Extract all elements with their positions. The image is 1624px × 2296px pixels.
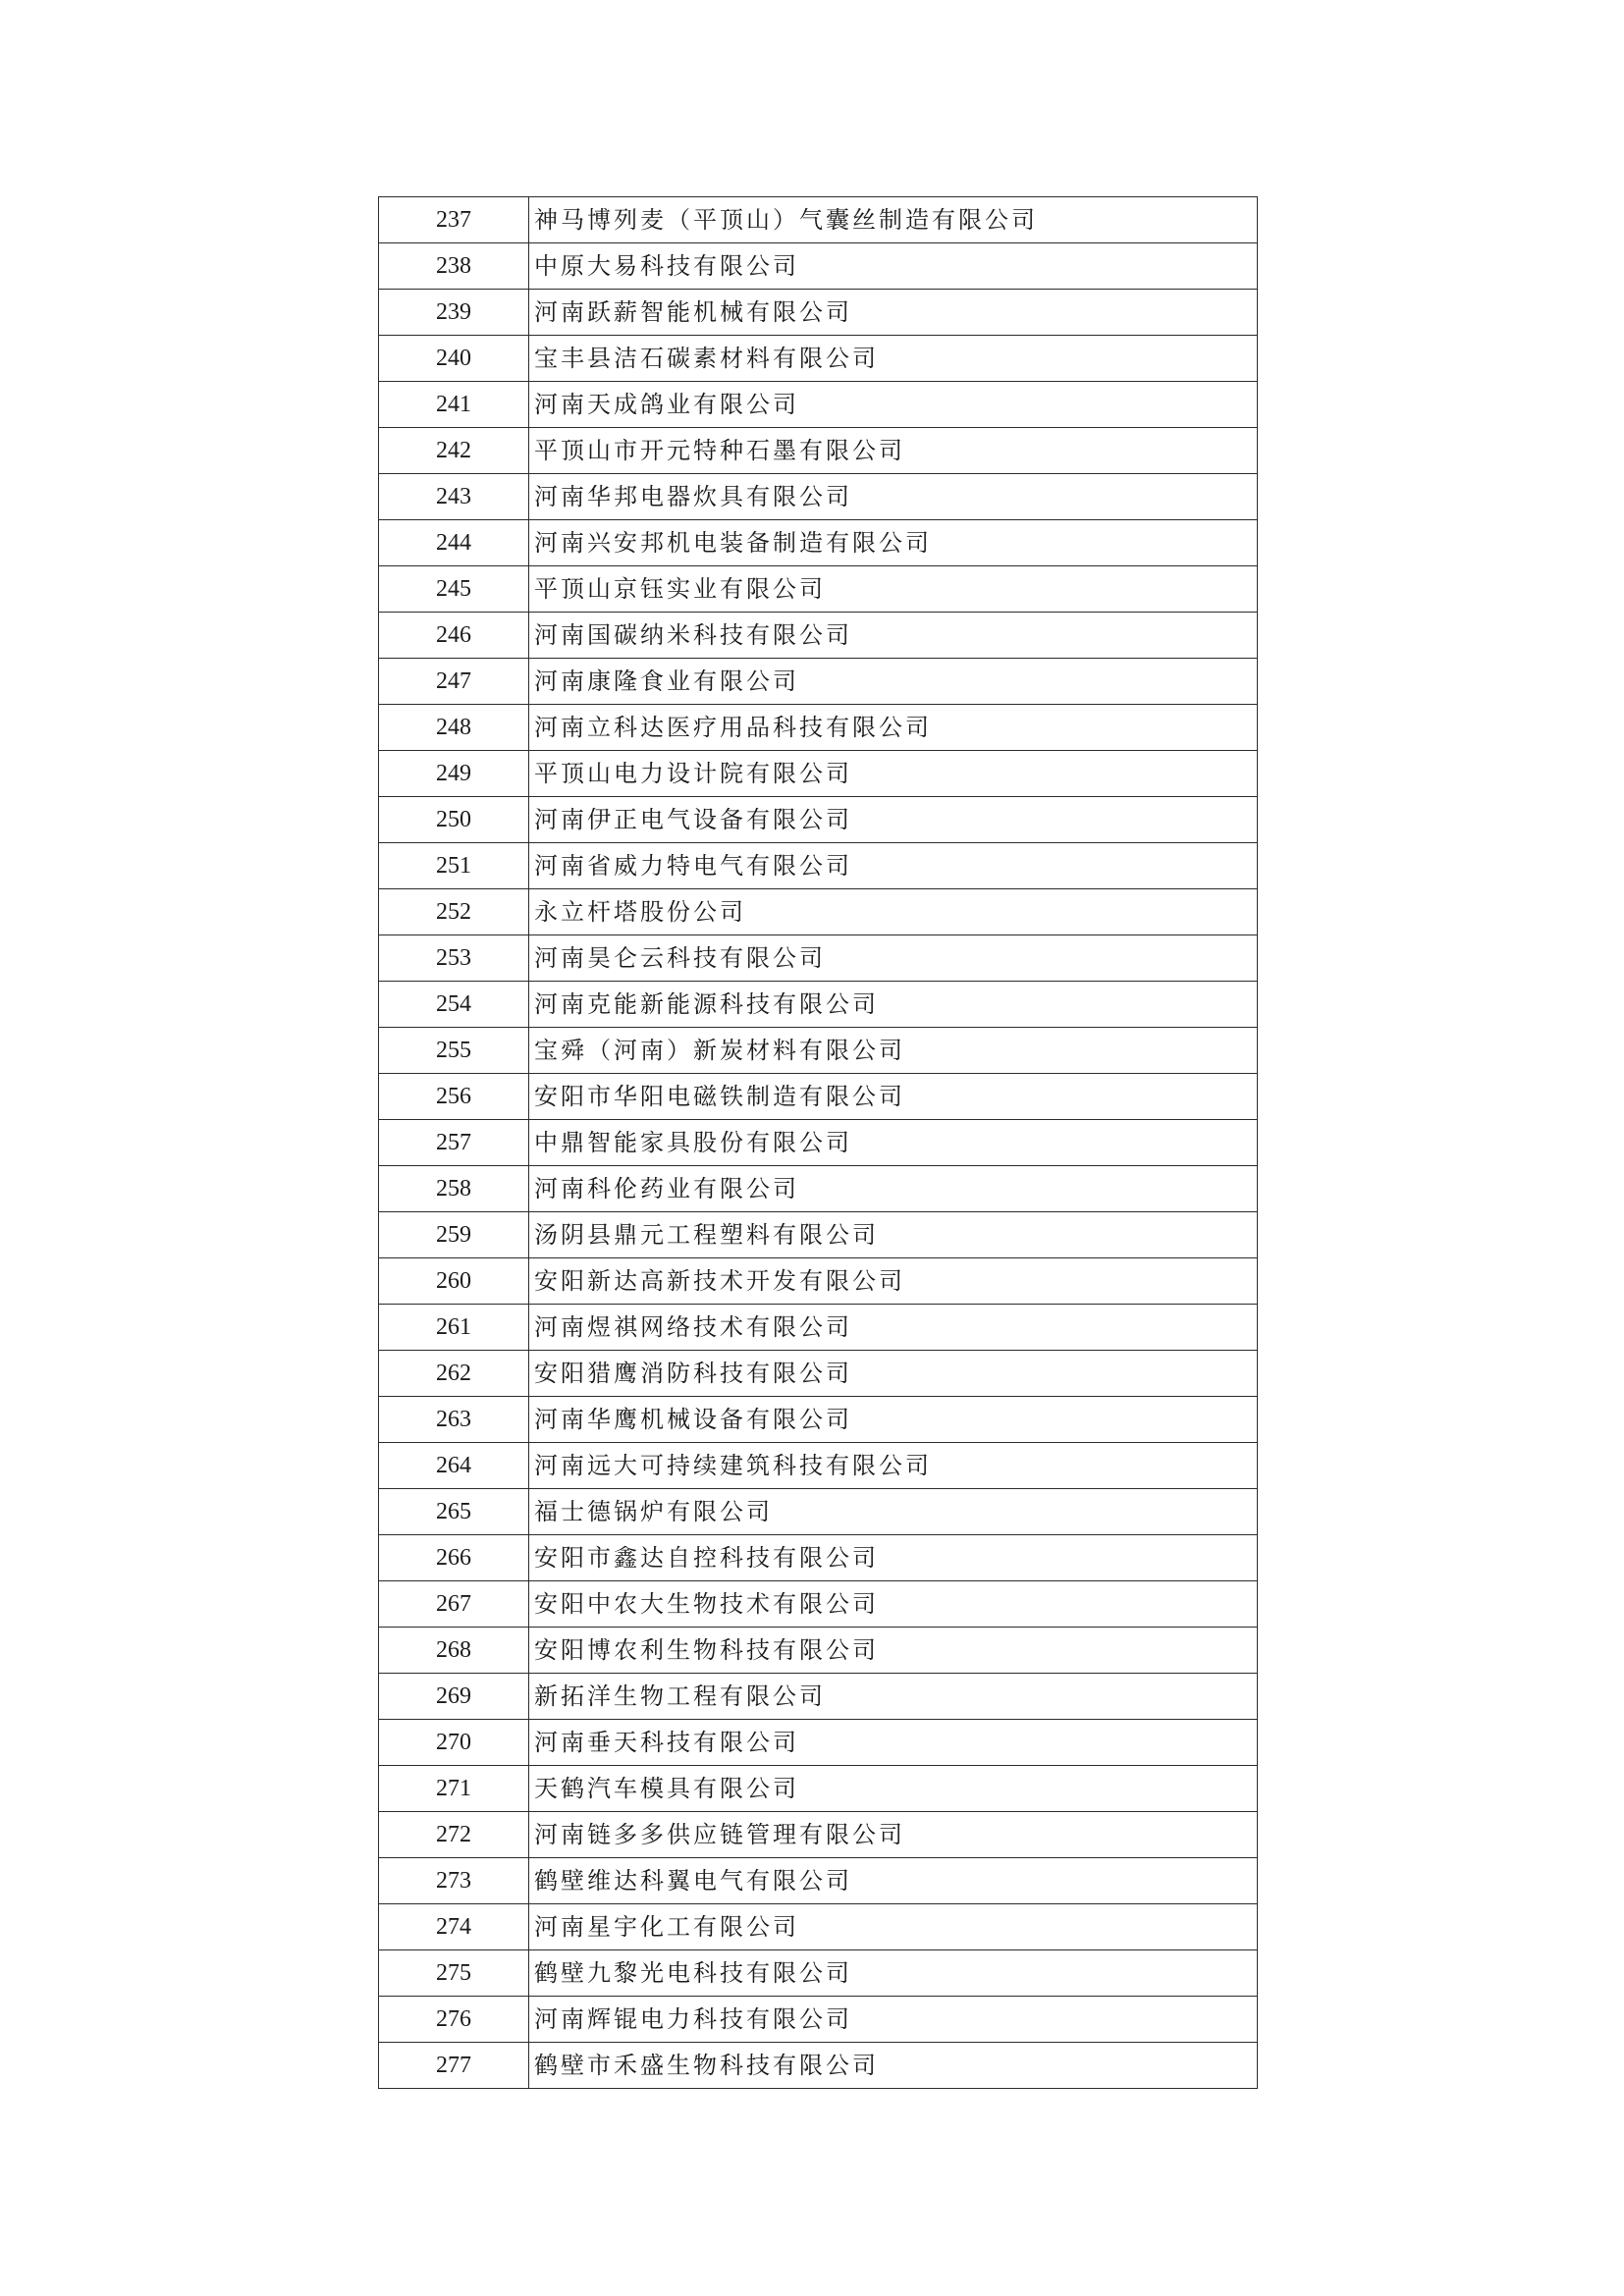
company-name-cell: 安阳市鑫达自控科技有限公司 [529, 1535, 1258, 1581]
company-name-cell: 河南克能新能源科技有限公司 [529, 982, 1258, 1028]
company-name-cell: 鹤壁九黎光电科技有限公司 [529, 1950, 1258, 1997]
company-name-cell: 平顶山京钰实业有限公司 [529, 566, 1258, 613]
company-name-cell: 宝丰县洁石碳素材料有限公司 [529, 336, 1258, 382]
row-number-cell: 258 [379, 1166, 529, 1212]
row-number-cell: 257 [379, 1120, 529, 1166]
company-name-cell: 安阳新达高新技术开发有限公司 [529, 1258, 1258, 1305]
row-number-cell: 255 [379, 1028, 529, 1074]
company-name-cell: 河南辉锟电力科技有限公司 [529, 1997, 1258, 2043]
row-number-cell: 272 [379, 1812, 529, 1858]
row-number-cell: 237 [379, 197, 529, 243]
company-name-cell: 中原大易科技有限公司 [529, 243, 1258, 290]
company-name-cell: 河南华邦电器炊具有限公司 [529, 474, 1258, 520]
company-name-cell: 河南昊仑云科技有限公司 [529, 935, 1258, 982]
table-row [379, 2043, 1258, 2089]
table-row [379, 520, 1258, 566]
table-row [379, 1581, 1258, 1628]
company-name-cell: 鹤壁市禾盛生物科技有限公司 [529, 2043, 1258, 2089]
company-name-cell: 河南科伦药业有限公司 [529, 1166, 1258, 1212]
company-name-cell: 河南远大可持续建筑科技有限公司 [529, 1443, 1258, 1489]
row-number-cell: 260 [379, 1258, 529, 1305]
row-number-cell: 252 [379, 889, 529, 935]
table-row [379, 705, 1258, 751]
row-number-cell: 253 [379, 935, 529, 982]
table-row [379, 1120, 1258, 1166]
row-number-cell: 277 [379, 2043, 529, 2089]
row-number-cell: 268 [379, 1628, 529, 1674]
table-row [379, 1443, 1258, 1489]
company-name-cell: 河南兴安邦机电装备制造有限公司 [529, 520, 1258, 566]
company-name-cell: 神马博列麦（平顶山）气囊丝制造有限公司 [529, 197, 1258, 243]
company-name-cell: 河南天成鸽业有限公司 [529, 382, 1258, 428]
table-row [379, 1305, 1258, 1351]
table-row [379, 1720, 1258, 1766]
table-row [379, 1212, 1258, 1258]
row-number-cell: 240 [379, 336, 529, 382]
row-number-cell: 270 [379, 1720, 529, 1766]
table-row [379, 935, 1258, 982]
row-number-cell: 267 [379, 1581, 529, 1628]
company-name-cell: 河南伊正电气设备有限公司 [529, 797, 1258, 843]
table-row [379, 1258, 1258, 1305]
table-body [379, 197, 1258, 2089]
row-number-cell: 273 [379, 1858, 529, 1904]
row-number-cell: 241 [379, 382, 529, 428]
company-name-cell: 河南省威力特电气有限公司 [529, 843, 1258, 889]
row-number-cell: 259 [379, 1212, 529, 1258]
row-number-cell: 265 [379, 1489, 529, 1535]
company-name-cell: 汤阴县鼎元工程塑料有限公司 [529, 1212, 1258, 1258]
table-row [379, 1074, 1258, 1120]
company-name-cell: 福士德锅炉有限公司 [529, 1489, 1258, 1535]
table-row [379, 474, 1258, 520]
table-row [379, 428, 1258, 474]
company-name-cell: 河南国碳纳米科技有限公司 [529, 613, 1258, 659]
company-name-cell: 中鼎智能家具股份有限公司 [529, 1120, 1258, 1166]
row-number-cell: 246 [379, 613, 529, 659]
row-number-cell: 256 [379, 1074, 529, 1120]
table-row [379, 566, 1258, 613]
table-row [379, 1674, 1258, 1720]
table-row [379, 1950, 1258, 1997]
row-number-cell: 250 [379, 797, 529, 843]
row-number-cell: 244 [379, 520, 529, 566]
company-name-cell: 平顶山市开元特种石墨有限公司 [529, 428, 1258, 474]
company-name-cell: 鹤壁维达科翼电气有限公司 [529, 1858, 1258, 1904]
table-row [379, 1628, 1258, 1674]
table-row [379, 243, 1258, 290]
row-number-cell: 248 [379, 705, 529, 751]
company-name-cell: 河南垂天科技有限公司 [529, 1720, 1258, 1766]
row-number-cell: 263 [379, 1397, 529, 1443]
company-name-cell: 新拓洋生物工程有限公司 [529, 1674, 1258, 1720]
row-number-cell: 271 [379, 1766, 529, 1812]
company-name-cell: 河南华鹰机械设备有限公司 [529, 1397, 1258, 1443]
row-number-cell: 247 [379, 659, 529, 705]
row-number-cell: 243 [379, 474, 529, 520]
table-row [379, 1489, 1258, 1535]
row-number-cell: 251 [379, 843, 529, 889]
company-name-cell: 安阳中农大生物技术有限公司 [529, 1581, 1258, 1628]
row-number-cell: 274 [379, 1904, 529, 1950]
company-name-cell: 河南跃薪智能机械有限公司 [529, 290, 1258, 336]
company-name-cell: 河南康隆食业有限公司 [529, 659, 1258, 705]
table-row [379, 659, 1258, 705]
table-row [379, 197, 1258, 243]
company-name-cell: 永立杆塔股份公司 [529, 889, 1258, 935]
table-row [379, 1997, 1258, 2043]
row-number-cell: 269 [379, 1674, 529, 1720]
company-name-cell: 河南煜祺网络技术有限公司 [529, 1305, 1258, 1351]
company-name-cell: 安阳猎鹰消防科技有限公司 [529, 1351, 1258, 1397]
row-number-cell: 275 [379, 1950, 529, 1997]
row-number-cell: 261 [379, 1305, 529, 1351]
table-row [379, 751, 1258, 797]
row-number-cell: 264 [379, 1443, 529, 1489]
table-row [379, 1397, 1258, 1443]
row-number-cell: 242 [379, 428, 529, 474]
table-row [379, 889, 1258, 935]
row-number-cell: 245 [379, 566, 529, 613]
table-row [379, 382, 1258, 428]
table-row [379, 1858, 1258, 1904]
table-row [379, 1766, 1258, 1812]
table-row [379, 982, 1258, 1028]
row-number-cell: 254 [379, 982, 529, 1028]
company-name-cell: 安阳博农利生物科技有限公司 [529, 1628, 1258, 1674]
company-name-cell: 安阳市华阳电磁铁制造有限公司 [529, 1074, 1258, 1120]
row-number-cell: 249 [379, 751, 529, 797]
table-row [379, 613, 1258, 659]
row-number-cell: 239 [379, 290, 529, 336]
row-number-cell: 262 [379, 1351, 529, 1397]
company-name-cell: 河南链多多供应链管理有限公司 [529, 1812, 1258, 1858]
company-name-cell: 平顶山电力设计院有限公司 [529, 751, 1258, 797]
table-row [379, 797, 1258, 843]
table-row [379, 1904, 1258, 1950]
table-row [379, 1351, 1258, 1397]
company-name-cell: 宝舜（河南）新炭材料有限公司 [529, 1028, 1258, 1074]
row-number-cell: 266 [379, 1535, 529, 1581]
table-row [379, 843, 1258, 889]
table-row [379, 1535, 1258, 1581]
row-number-cell: 276 [379, 1997, 529, 2043]
company-name-cell: 河南星宇化工有限公司 [529, 1904, 1258, 1950]
table-row [379, 1166, 1258, 1212]
table-row [379, 336, 1258, 382]
table-row [379, 290, 1258, 336]
row-number-cell: 238 [379, 243, 529, 290]
company-name-cell: 天鹤汽车模具有限公司 [529, 1766, 1258, 1812]
company-list-table [378, 196, 1258, 2089]
table-row [379, 1028, 1258, 1074]
company-name-cell: 河南立科达医疗用品科技有限公司 [529, 705, 1258, 751]
table-row [379, 1812, 1258, 1858]
